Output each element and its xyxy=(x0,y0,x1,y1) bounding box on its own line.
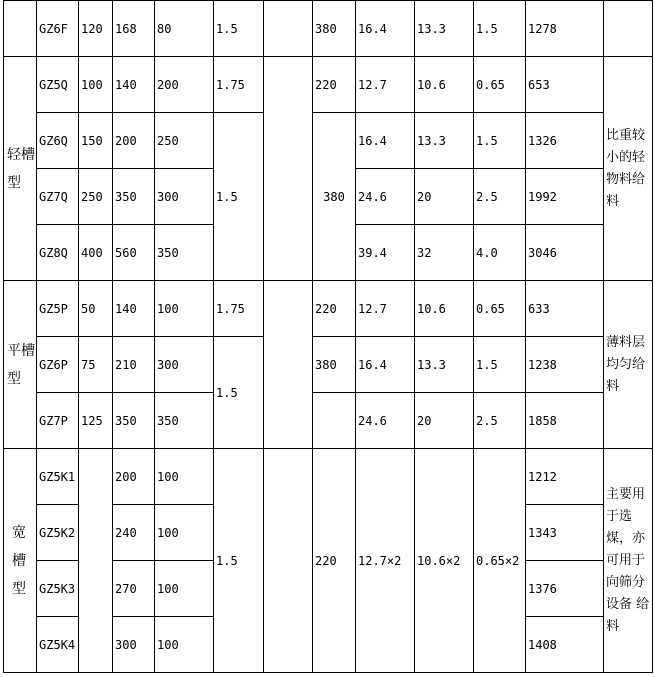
value-cell: 250 xyxy=(155,113,214,169)
table-row xyxy=(4,281,653,337)
model-cell: GZ5K2 xyxy=(37,505,79,561)
voltage-cell: 380 xyxy=(313,1,356,57)
note-flat: 薄料层均匀给料 xyxy=(604,281,653,449)
value-cell: 1.5 xyxy=(474,113,526,169)
value-cell: 400 xyxy=(79,225,113,281)
value-cell: 16.4 xyxy=(356,113,415,169)
value-cell: 100 xyxy=(155,505,214,561)
value-cell: 13.3 xyxy=(415,337,474,393)
amplitude-cell: 1.5 xyxy=(214,337,264,449)
group-label-flat: 平槽型 xyxy=(4,281,37,449)
empty-cell xyxy=(264,281,313,449)
empty-cell xyxy=(79,449,113,673)
value-cell: 16.4 xyxy=(356,337,415,393)
value-cell: 10.6 xyxy=(415,57,474,113)
voltage-cell: 380 xyxy=(313,337,356,393)
value-cell: 240 xyxy=(113,505,155,561)
note-wide: 主要用于选煤，亦可用于向筛分设备 给料 xyxy=(604,449,653,673)
value-cell: 12.7 xyxy=(356,281,415,337)
value-cell: 270 xyxy=(113,561,155,617)
value-cell: 50 xyxy=(79,281,113,337)
amplitude-cell: 1.75 xyxy=(214,281,264,337)
value-cell: 200 xyxy=(113,449,155,505)
model-cell: GZ6P xyxy=(37,337,79,393)
weight-cell: 3046 xyxy=(526,225,604,281)
voltage-cell: 220 xyxy=(313,281,356,337)
model-cell: GZ8Q xyxy=(37,225,79,281)
model-cell: GZ5K3 xyxy=(37,561,79,617)
weight-cell: 1408 xyxy=(526,617,604,673)
model-cell: GZ5Q xyxy=(37,57,79,113)
voltage-cell: 380 xyxy=(313,113,356,281)
voltage-cell: 220 xyxy=(313,449,356,673)
value-cell: 12.7 xyxy=(356,57,415,113)
table-row xyxy=(4,113,653,169)
value-cell: 0.65 xyxy=(474,281,526,337)
value-cell: 250 xyxy=(79,169,113,225)
value-cell: 2.5 xyxy=(474,393,526,449)
value-cell: 10.6×2 xyxy=(415,449,474,673)
group-label-light: 轻槽型 xyxy=(4,57,37,281)
value-cell: 350 xyxy=(155,225,214,281)
value-cell: 300 xyxy=(113,617,155,673)
value-cell: 350 xyxy=(113,169,155,225)
value-cell: 100 xyxy=(79,57,113,113)
amplitude-cell: 1.5 xyxy=(214,449,264,673)
weight-cell: 1992 xyxy=(526,169,604,225)
value-cell: 350 xyxy=(113,393,155,449)
value-cell: 168 xyxy=(113,1,155,57)
weight-cell: 1238 xyxy=(526,337,604,393)
value-cell: 16.4 xyxy=(356,1,415,57)
value-cell: 1.5 xyxy=(474,1,526,57)
note-light: 比重较小的轻物料给料 xyxy=(604,57,653,281)
empty-cell xyxy=(313,393,356,449)
value-cell: 210 xyxy=(113,337,155,393)
weight-cell: 1212 xyxy=(526,449,604,505)
value-cell: 300 xyxy=(155,169,214,225)
value-cell: 120 xyxy=(79,1,113,57)
model-cell: GZ5K1 xyxy=(37,449,79,505)
table-row xyxy=(4,449,653,505)
value-cell: 13.3 xyxy=(415,113,474,169)
table-row xyxy=(4,57,653,113)
empty-cell xyxy=(264,1,313,57)
weight-cell: 1858 xyxy=(526,393,604,449)
model-cell: GZ6F xyxy=(37,1,79,57)
model-cell: GZ5P xyxy=(37,281,79,337)
value-cell: 32 xyxy=(415,225,474,281)
value-cell: 100 xyxy=(155,617,214,673)
value-cell: 140 xyxy=(113,57,155,113)
table-row xyxy=(4,1,653,57)
empty-cell xyxy=(264,449,313,673)
value-cell: 10.6 xyxy=(415,281,474,337)
value-cell: 24.6 xyxy=(356,393,415,449)
weight-cell: 653 xyxy=(526,57,604,113)
value-cell: 24.6 xyxy=(356,169,415,225)
value-cell: 0.65×2 xyxy=(474,449,526,673)
empty-cell xyxy=(264,57,313,281)
value-cell: 350 xyxy=(155,393,214,449)
value-cell: 140 xyxy=(113,281,155,337)
value-cell: 150 xyxy=(79,113,113,169)
weight-cell: 1278 xyxy=(526,1,604,57)
amplitude-cell: 1.5 xyxy=(214,1,264,57)
value-cell: 13.3 xyxy=(415,1,474,57)
table-row xyxy=(4,393,653,449)
feeder-spec-table xyxy=(3,0,653,673)
value-cell: 1.5 xyxy=(474,337,526,393)
value-cell: 4.0 xyxy=(474,225,526,281)
amplitude-cell: 1.5 xyxy=(214,113,264,281)
value-cell: 125 xyxy=(79,393,113,449)
value-cell: 20 xyxy=(415,169,474,225)
value-cell: 2.5 xyxy=(474,169,526,225)
model-cell: GZ5K4 xyxy=(37,617,79,673)
amplitude-cell: 1.75 xyxy=(214,57,264,113)
value-cell: 75 xyxy=(79,337,113,393)
value-cell: 20 xyxy=(415,393,474,449)
value-cell: 560 xyxy=(113,225,155,281)
model-cell: GZ6Q xyxy=(37,113,79,169)
value-cell: 0.65 xyxy=(474,57,526,113)
value-cell: 39.4 xyxy=(356,225,415,281)
model-cell: GZ7P xyxy=(37,393,79,449)
weight-cell: 1376 xyxy=(526,561,604,617)
group-label-wide: 宽槽型 xyxy=(4,449,37,673)
value-cell: 100 xyxy=(155,281,214,337)
weight-cell: 633 xyxy=(526,281,604,337)
value-cell: 100 xyxy=(155,561,214,617)
voltage-cell: 220 xyxy=(313,57,356,113)
value-cell: 80 xyxy=(155,1,214,57)
weight-cell: 1326 xyxy=(526,113,604,169)
value-cell: 100 xyxy=(155,449,214,505)
value-cell: 12.7×2 xyxy=(356,449,415,673)
weight-cell: 1343 xyxy=(526,505,604,561)
value-cell: 200 xyxy=(155,57,214,113)
table-row xyxy=(4,337,653,393)
value-cell: 200 xyxy=(113,113,155,169)
model-cell: GZ7Q xyxy=(37,169,79,225)
value-cell: 300 xyxy=(155,337,214,393)
